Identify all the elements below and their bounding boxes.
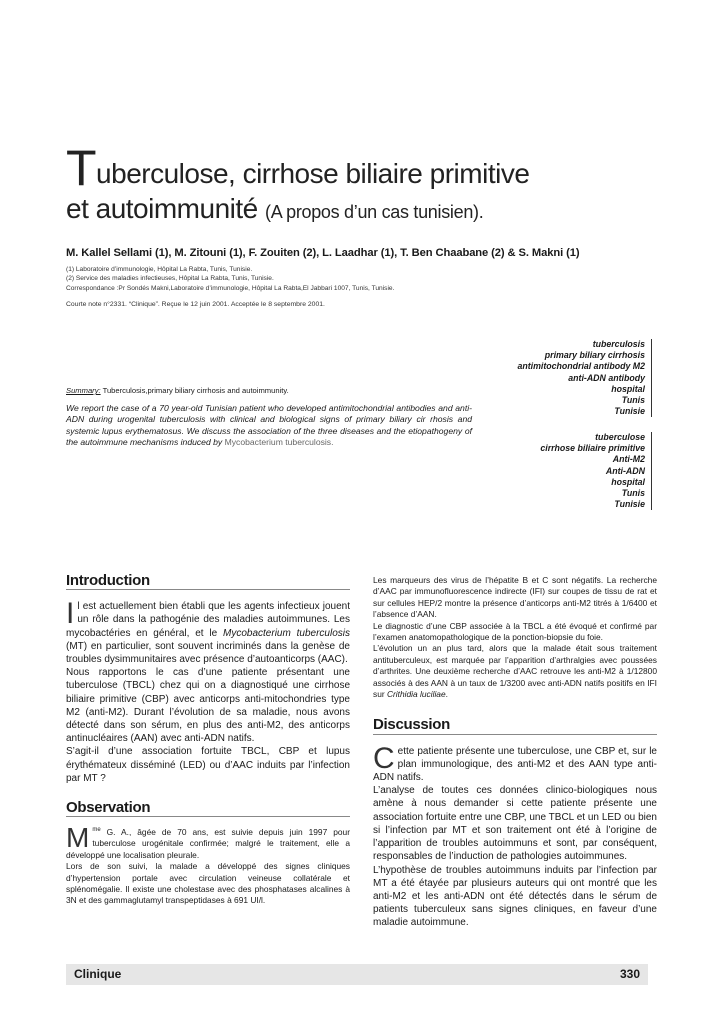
case-paragraph-3 — [373, 643, 657, 700]
summary-keywords: Tuberculosis,primary biliary cirrhosis and autoimmunity. — [102, 386, 289, 395]
summary-label: Summary: — [66, 386, 101, 395]
observation-text: G. A., âgée de 70 ans, est suivie depuis juin 1997 pour tuberculose urogénitale confirmée; malgré le traitement, elle a développé une localisation pleurale. — [66, 827, 350, 860]
affiliations — [66, 265, 656, 293]
keyword: Anti-ADN — [605, 465, 645, 476]
discussion-heading: Discussion — [373, 718, 657, 734]
summary-text: We report the case of a 70 year-old Tunisian patient who developed antimitochondrial antibodies and anti-ADN during urogenital tuberculosis with clinical and biological signs of primary biliary cir rhosis and systemic lupus erythematosus. We discuss the association of the three diseases and the etiopathogeny of the autoimmune mechanisms induced by — [66, 403, 472, 448]
intro-text-b: (MT) en particulier, sont souvent incriminés dans la genèse de troubles dysimmunitaires avec présence d’autoanticorps (AAC). — [66, 640, 350, 666]
keyword: hospital — [611, 383, 645, 394]
case-continued — [373, 575, 657, 700]
introduction-heading: Introduction — [66, 574, 350, 590]
keyword: Tunis — [621, 488, 645, 499]
keyword: primary biliary cirrhosis — [544, 350, 645, 361]
summary-heading — [66, 386, 466, 395]
intro-text-a: l est actuellement bien établi que les agents infectieux jouent un rôle dans la pathogénie des maladies autoimmunes. Les mycobactéries en général, et le — [66, 601, 350, 639]
page-footer — [66, 964, 648, 985]
observation-drop-cap: M — [66, 822, 90, 854]
title-subtitle: (A propos d’un cas tunisien). — [265, 202, 484, 222]
keyword: antimitochondrial antibody M2 — [517, 361, 645, 372]
keyword: anti-ADN antibody — [568, 372, 645, 383]
keyword: hospital — [611, 476, 645, 487]
affiliation-1: (1) Laboratoire d’immunologie, Hôpital La Rabta, Tunis, Tunisie. — [66, 266, 253, 273]
correspondence: Correspondance :Pr Sondés Makni,Laboratoire d’immunologie, Hôpital La Rabta,El Jabbari 1007, Tunis, Tunisie. — [66, 284, 395, 292]
left-column — [66, 574, 350, 907]
page-number: 330 — [619, 967, 640, 981]
journal-name: Clinique — [74, 967, 122, 981]
introduction-body — [66, 597, 351, 785]
right-column — [373, 575, 657, 930]
observation-body — [66, 822, 350, 907]
observation-paragraph-1 — [66, 822, 350, 861]
intro-italic: Mycobacterium tuberculosis — [223, 627, 351, 639]
keyword: Tunis — [621, 395, 645, 406]
discussion-paragraph-2: L’analyse de toutes ces données clinico-biologiques nous amène à nous demander si cette patiente présente une association fortuite entre une CBP, une TBCL et un LED ou bien si l’infection par MT et son traitement ont été à l’origine de l’apparition de troubles autoimmuns et sont, par conséquent, responsables de l’induction de pathologies autoimmunes. — [373, 785, 657, 863]
article-title — [66, 140, 646, 230]
discussion-paragraph-1 — [373, 741, 657, 785]
keyword: Tunisie — [614, 406, 645, 417]
title-line2: et autoimmunité — [66, 193, 258, 224]
affiliation-2: (2) Service des maladies infectieuses, Hôpital La Rabta, Tunis, Tunisie. — [66, 275, 274, 283]
keyword: tuberculose — [595, 432, 645, 442]
intro-paragraph-1 — [66, 597, 351, 666]
case-paragraph-2: Le diagnostic d’une CBP associée à la TBCL a été évoqué et confirmé par l’examen anatomopathologique de la ponction-biopsie du foie. — [373, 620, 657, 643]
case-paragraph-1: Les marqueurs des virus de l’hépatite B et C sont négatifs. La recherche d’AAC par immunofluorescence indirecte (IFI) sur coupes de tissu de rat et sur cellules HEP/2 montre la présence d’anticorps anti-M2 titrés à 1/6400 et l’absence d’AAN. — [373, 575, 657, 620]
summary-abstract — [66, 403, 472, 449]
discussion-drop-cap: C — [373, 741, 395, 775]
discussion-body — [373, 741, 657, 930]
case-text-a: L’évolution un an plus tard, alors que la malade était sous traitement antituberculeux, est marquée par l’apparition d’arthralgies avec poussées d’arthrites. Une deuxième recherche d’AAC retrouve les anti-M2 à 1/12800 associés à des AAN à un taux de 1/3200 avec anti-ADN natifs positifs en IFI sur — [373, 643, 657, 700]
title-drop-letter: T — [66, 140, 97, 196]
observation-heading: Observation — [66, 801, 350, 817]
keyword: tuberculosis — [592, 339, 645, 349]
summary-organism: Mycobacterium tuberculosis. — [224, 437, 334, 448]
discussion-text: ette patiente présente une tuberculose, une CBP et, sur le plan immunologique, des anti-M2 et des AAN type anti-ADN natifs. — [373, 745, 657, 784]
observation-paragraph-2: Lors de son suivi, la malade a développé des signes cliniques d’hypertension portale avec circulation veineuse collatérale et splénomégalie. Il existe une cholestase avec des phosphatases alcalines à 3N et des gammaglutamyl transpeptidases à 691 UI/l. — [66, 861, 350, 906]
observation-superscript: me — [92, 827, 101, 834]
intro-paragraph-3: S’agit-il d’une association fortuite TBCL, CBP et lupus érythémateux disséminé (LED) ou d’AAC induits par l’infection par MT ? — [66, 746, 350, 784]
case-text-b: . — [445, 689, 448, 700]
title-line1: uberculose, cirrhose biliaire primitive — [96, 158, 530, 189]
keyword: Anti-M2 — [612, 454, 645, 465]
case-italic: Crithidia luciliae — [386, 689, 446, 700]
keyword: cirrhose biliaire primitive — [540, 443, 645, 454]
submission-dates: Courte note n°2331. “Clinique”. Reçue le 12 juin 2001. Acceptée le 8 septembre 2001. — [66, 301, 325, 308]
intro-drop-cap: I — [66, 597, 75, 631]
keyword: Tunisie — [614, 499, 645, 510]
intro-paragraph-2: Nous rapportons le cas d’une patiente présentant une tuberculose (TBCL) chez qui on a diagnostiqué une cirrhose biliaire primitive (CBP) avec anticorps anti-mitochondries type M2 (anti-M2). Durant l’évolution de sa maladie, nous avons détecté dans son sérum, en plus des anti-M2, des anticorps antinucléaires (AAN) avec anti-ADN natifs. — [66, 667, 350, 745]
authors: M. Kallel Sellami (1), M. Zitouni (1), F. Zouiten (2), L. Laadhar (1), T. Ben Chaabane (2) & S. Makni (1) — [66, 247, 580, 259]
discussion-paragraph-3: L’hypothèse de troubles autoimmuns induits par l’infection par MT a été étayée par plusieurs auteurs qui ont montré que les anti-M2 et les anti-ADN ont été détectés dans le sérum de patients tuberculeux sans signes cliniques, en faveur d’une maladie autoimmune. — [373, 864, 657, 929]
